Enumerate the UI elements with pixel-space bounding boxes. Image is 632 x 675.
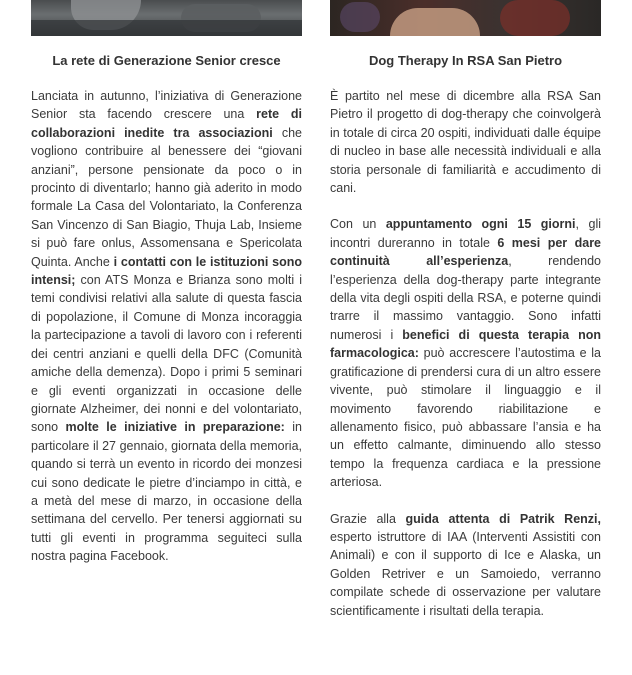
- paragraph: [330, 87, 601, 197]
- article-body-left: [31, 87, 302, 566]
- article-left: [31, 0, 302, 584]
- article-right: [330, 0, 601, 638]
- bold-text: benefici di questa terapia non farmacologica:: [330, 327, 601, 361]
- text-run: È partito nel mese di dicembre alla RSA San Pietro il progetto di dog-therapy che coinvolgerà in totale di circa 20 ospiti, individuati dalle équipe di nucleo in base alle necessità individuali e alla storia personale di familiarità e accudimento di cani.: [330, 89, 601, 196]
- paragraph: [330, 215, 601, 491]
- bold-text: appuntamento ogni 15 giorni: [385, 217, 576, 232]
- text-run: in particolare il 27 gennaio, giornata della memoria, quando si terrà un evento in ricordo dei monzesi cui sono dedicate le pietre d’inciampo in città, e a metà del mese di marzo, in occasione della settimana del cervello. Per tenersi aggiornati su tutti gli eventi in programma seguiteci sulla nostra pagina Facebook.: [31, 420, 302, 564]
- paragraph: [330, 510, 601, 620]
- text-run: può accrescere l’autostima e la gratificazione di prendersi cura di un altro essere vivente, può stimolare il linguaggio e il movimento favorendo riabilitazione e allenamento fisico, può abbassare l’ansia e ha un effetto calmante, diminuendo allo stesso tempo la frequenza cardiaca e la pressione arteriosa.: [330, 346, 601, 490]
- article-body-right: [330, 87, 601, 620]
- article-image-right[interactable]: [330, 0, 601, 36]
- bold-text: 6 mesi per dare continuità all’esperienza: [330, 235, 602, 269]
- bold-text: guida attenta di Patrik Renzi,: [405, 511, 601, 526]
- text-run: Lanciata in autunno, l’iniziativa di Generazione Senior sta facendo crescere una: [31, 89, 302, 122]
- article-image-left[interactable]: [31, 0, 302, 36]
- article-title-left[interactable]: La rete di Generazione Senior cresce: [52, 53, 281, 68]
- text-run: , rendendo l’esperienza della dog-therapy parte integrante della vita degli ospiti della RSA, e poterne quindi trarre il massimo vantaggio. Sono infatti numerosi i: [330, 254, 601, 342]
- bold-text: i contatti con le istituzioni sono intensi;: [31, 254, 302, 288]
- article-title-right[interactable]: Dog Therapy In RSA San Pietro: [368, 53, 563, 68]
- bold-text: molte le iniziative in preparazione:: [65, 420, 285, 435]
- text-run: che vogliono contribuire al benessere dei “giovani anziani”, persone pensionate da poco o in procinto di diventarlo; hanno già aderito in modo formale La Casa del Volontariato, la Conferenza San Vincenzo di San Biagio, Thuja Lab, Insieme si può fare onlus, Assomensana e Spericolata Quinta. Anche: [31, 125, 302, 269]
- text-run: Con un: [330, 217, 386, 232]
- paragraph: [31, 87, 302, 566]
- text-run: esperto istruttore di IAA (Interventi Assistiti con Animali) e con il supporto di Ice e Alaska, un Golden Retriver e un Samoiedo, verranno compilate schede di osservazione per valutare scientificamente i risultati della terapia.: [330, 529, 601, 618]
- text-run: , gli incontri dureranno in totale: [330, 217, 602, 250]
- text-run: con ATS Monza e Brianza sono molti i temi condivisi relativi alla salute di questa fascia di popolazione, il Comune di Monza incoraggia la partecipazione a tavoli di lavoro con i referenti dei centri anziani e quelli della DFC (Comunità amiche della demenza). Dopo i primi 5 seminari e gli eventi organizzati in occasione delle giornate Alzheimer, dei nonni e del volontariato, sono: [31, 273, 302, 435]
- bold-text: rete di collaborazioni inedite tra associazioni: [31, 107, 302, 140]
- text-run: Grazie alla: [330, 511, 406, 526]
